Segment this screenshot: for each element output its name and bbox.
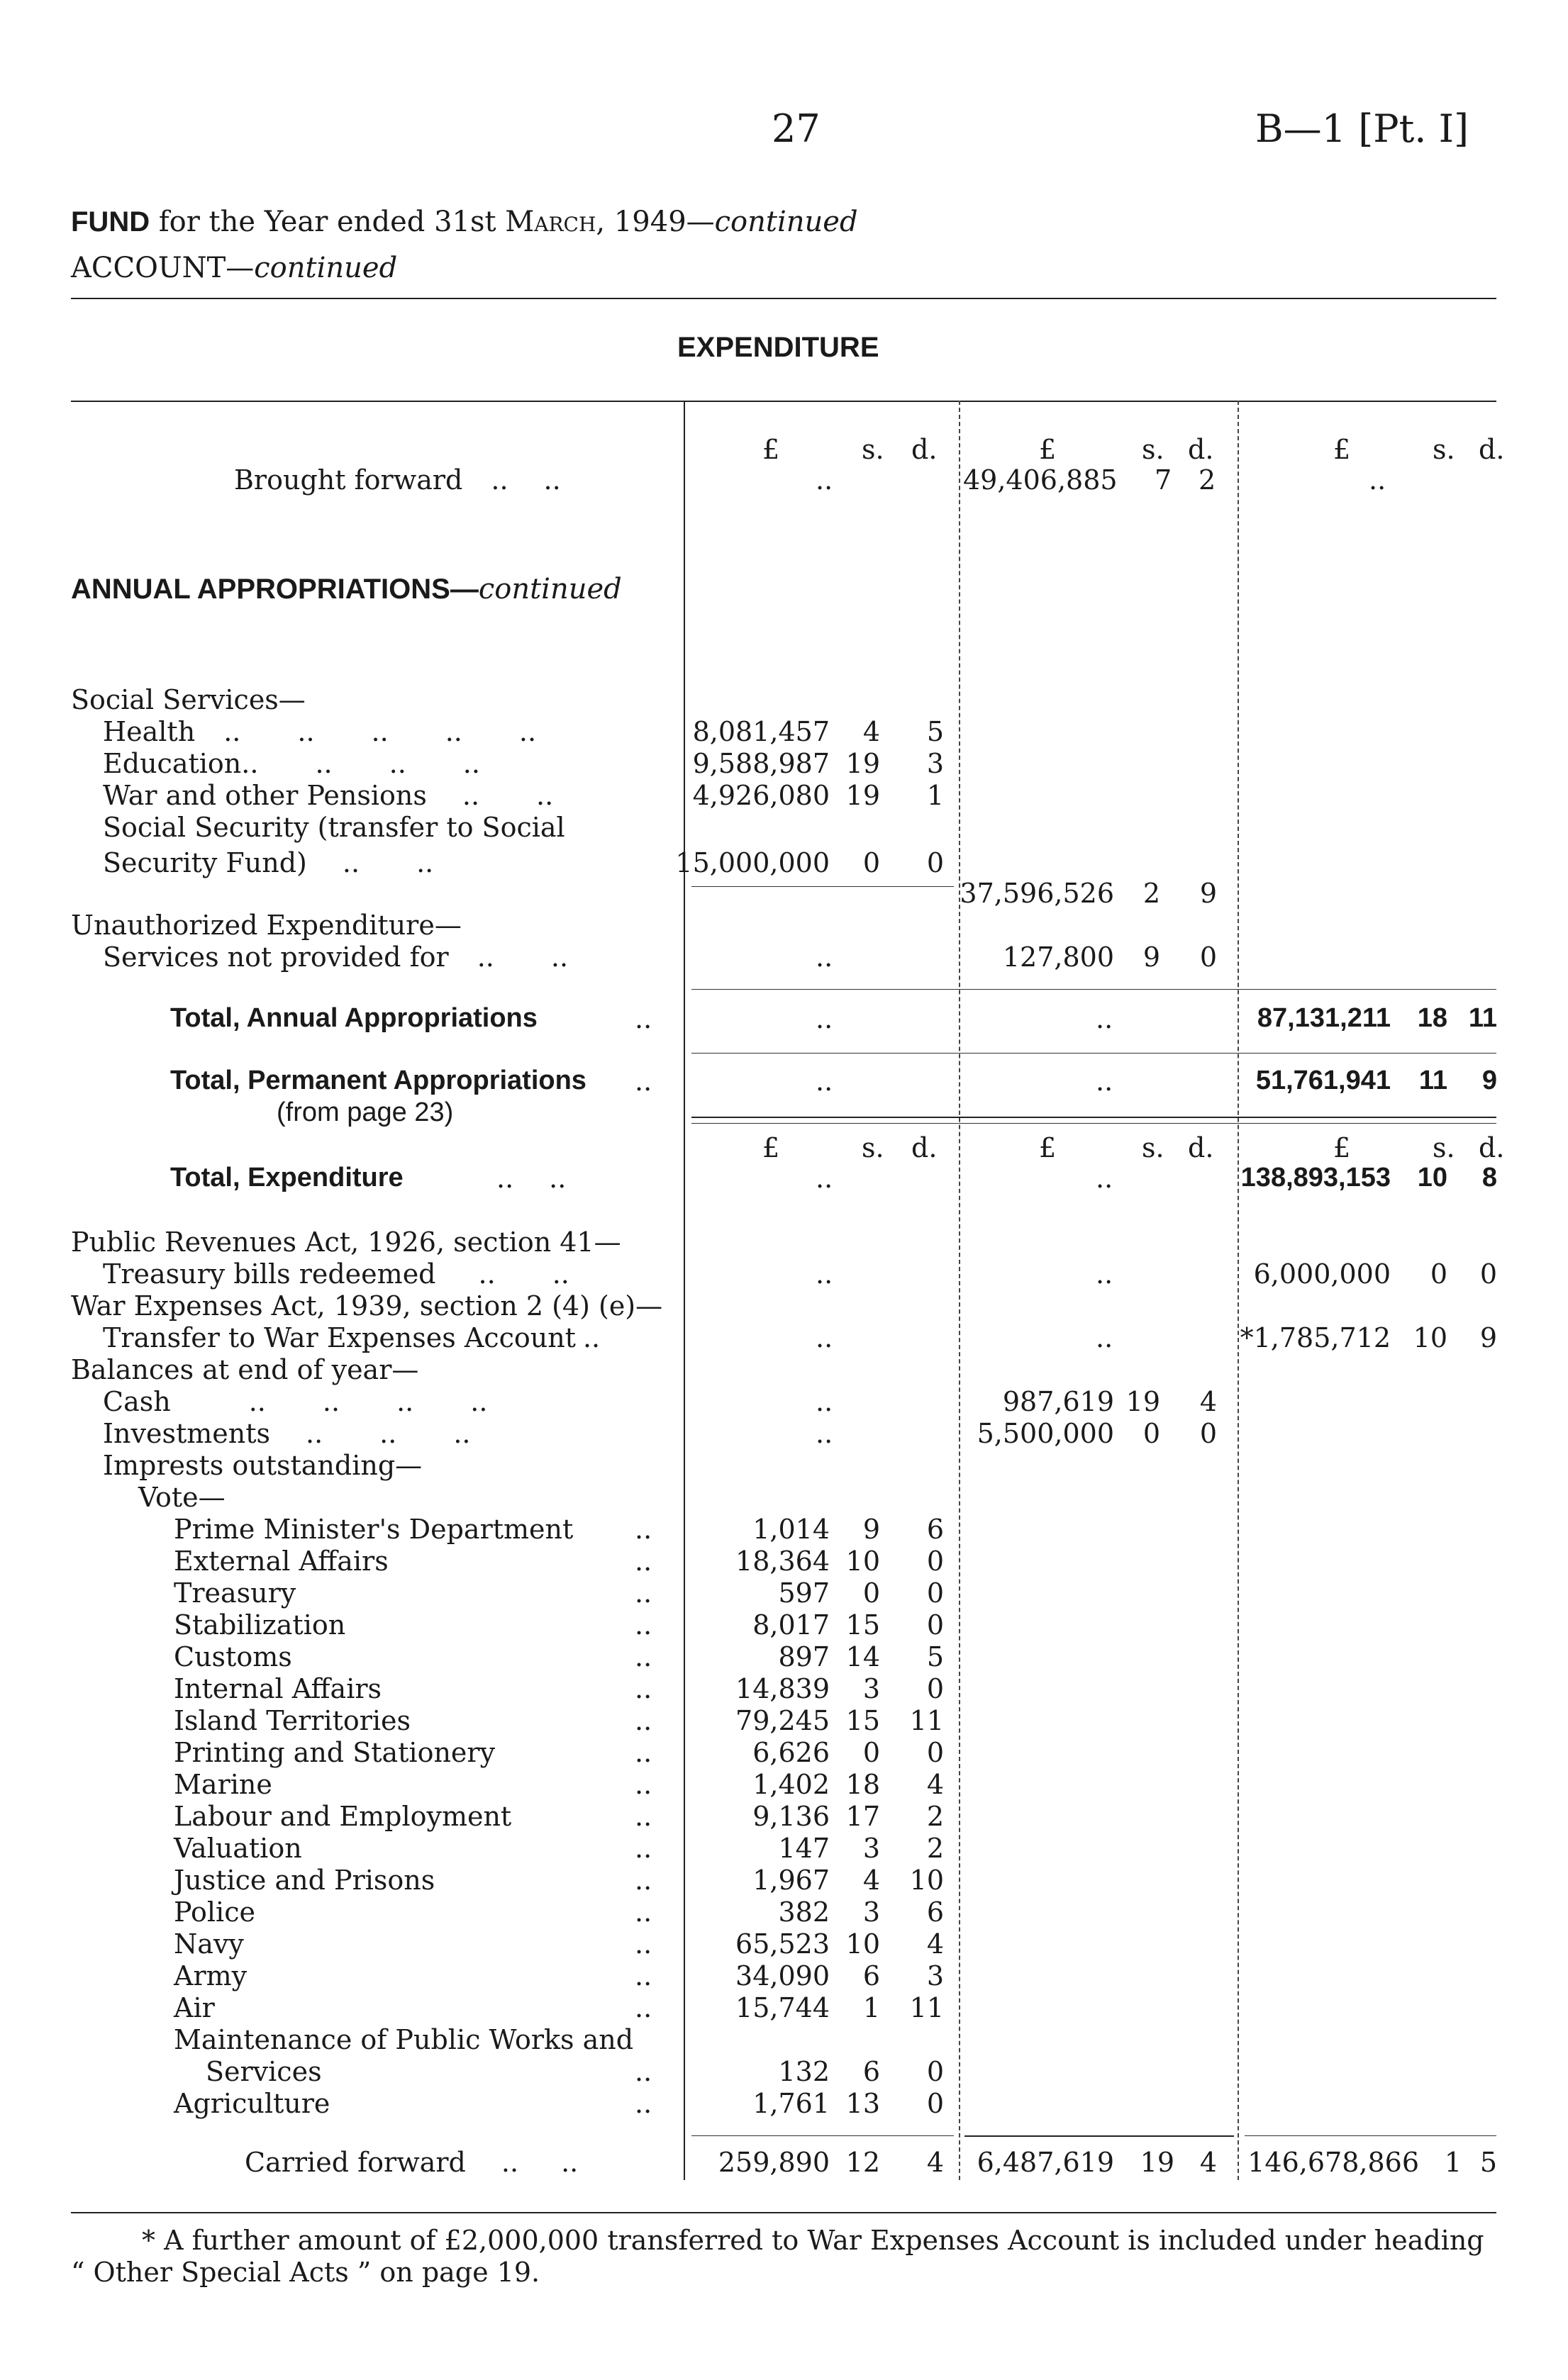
title-account: ACCOUNT— [71, 252, 255, 284]
total-annual-pounds: 87,131,211 [1257, 1003, 1391, 1033]
social-security-label-1: Social Security (transfer to Social [103, 812, 565, 843]
vote-shillings: 6 [862, 2056, 880, 2087]
brought-forward-col3: .. [1369, 464, 1386, 496]
social-services-heading: Social Services— [71, 684, 306, 715]
vote-label: Agriculture [174, 2088, 330, 2119]
col1-shilling-head: s. [862, 434, 884, 465]
cash-col1: .. [816, 1386, 833, 1417]
vote-leader: .. [635, 2056, 652, 2087]
vote-pounds: 897 [778, 1641, 830, 1672]
war-expenses-col2: .. [1096, 1322, 1113, 1353]
health-label: Health .. .. .. .. .. [103, 716, 537, 747]
unauthorized-shillings: 9 [1142, 942, 1160, 973]
title-line-1: FUND for the Year ended 31st March, 1949—continued [71, 206, 858, 238]
carried-forward-c1-pounds: 259,890 [718, 2147, 830, 2178]
vote-pounds: 6,626 [752, 1737, 830, 1768]
vote-shillings: 15 [845, 1609, 880, 1641]
vote-label: Internal Affairs [174, 1673, 382, 1704]
total-permanent-pounds: 51,761,941 [1255, 1066, 1391, 1095]
total-permanent-col2: .. [1096, 1066, 1113, 1097]
social-services-total-shillings: 2 [1142, 878, 1160, 909]
vote-shillings: 10 [845, 1546, 880, 1577]
vote-shillings: 15 [845, 1705, 880, 1736]
war-pensions-label: War and other Pensions .. .. [103, 780, 554, 811]
total-permanent-pence: 9 [1481, 1066, 1497, 1095]
section-heading: EXPENDITURE [677, 332, 879, 363]
vote-label: Treasury [174, 1577, 296, 1609]
unauthorized-label: Services not provided for .. .. [103, 942, 569, 973]
total-expenditure-col2: .. [1096, 1163, 1113, 1194]
vote-pence: 6 [926, 1896, 944, 1928]
vote-pounds: 18,364 [735, 1546, 830, 1577]
cash-label: Cash .. .. .. .. [103, 1386, 488, 1417]
col2-pence-head: d. [1188, 434, 1214, 465]
vote-label: Marine [174, 1769, 272, 1800]
vote-pounds: 8,017 [752, 1609, 830, 1641]
total-annual-leader: .. [635, 1003, 652, 1034]
total-expenditure-col1: .. [816, 1163, 833, 1194]
treasury-bills-col2: .. [1096, 1258, 1113, 1290]
vote-pounds: 132 [778, 2056, 830, 2087]
vote-shillings: 3 [862, 1896, 880, 1928]
vote-pence: 11 [909, 1992, 944, 2023]
vote-label: Maintenance of Public Works and [174, 2024, 634, 2055]
vote-shillings: 13 [845, 2088, 880, 2119]
table-top-rule [71, 401, 1496, 402]
col2-pence-head-2: d. [1188, 1132, 1214, 1163]
annual-total-top-rule [691, 989, 1496, 990]
treasury-bills-pence: 0 [1479, 1258, 1497, 1290]
vote-leader: .. [635, 1833, 652, 1864]
carried-forward-rule-1 [691, 2135, 954, 2136]
col1-pence-head: d. [911, 434, 938, 465]
title-rule [71, 298, 1496, 299]
brought-forward-pounds: 49,406,885 [963, 464, 1118, 496]
col1-pence-head-2: d. [911, 1132, 938, 1163]
investments-label: Investments .. .. .. [103, 1418, 471, 1449]
carried-forward-label: Carried forward .. .. [245, 2147, 579, 2178]
education-pounds: 9,588,987 [692, 748, 830, 779]
war-expenses-heading: War Expenses Act, 1939, section 2 (4) (e)— [71, 1290, 663, 1322]
vote-shillings: 3 [862, 1673, 880, 1704]
total-permanent-shillings: 11 [1418, 1066, 1447, 1095]
vote-leader: .. [635, 1705, 652, 1736]
vote-pence: 0 [926, 1673, 944, 1704]
title-year-text: for the Year ended 31st [158, 206, 496, 238]
column-divider-2 [959, 401, 960, 2180]
vote-shillings: 0 [862, 1577, 880, 1609]
carried-forward-rule-2 [964, 2135, 1234, 2137]
col2-shilling-head-2: s. [1142, 1132, 1164, 1163]
investments-pounds: 5,500,000 [977, 1418, 1114, 1449]
vote-shillings: 4 [862, 1865, 880, 1896]
vote-pence: 4 [926, 1928, 944, 1960]
column-divider-1 [684, 401, 685, 2180]
social-security-pence: 0 [926, 847, 944, 878]
col1-pound-sign-2: £ [762, 1132, 780, 1163]
vote-leader: .. [635, 1928, 652, 1960]
vote-label: Air [174, 1992, 215, 2023]
health-shillings: 4 [862, 716, 880, 747]
cash-pounds: 987,619 [1002, 1386, 1114, 1417]
vote-pounds: 1,967 [752, 1865, 830, 1896]
vote-label: Police [174, 1896, 255, 1928]
vote-shillings: 6 [862, 1960, 880, 1991]
vote-pence: 5 [926, 1641, 944, 1672]
total-permanent-col1: .. [816, 1066, 833, 1097]
carried-forward-rule-3 [1245, 2135, 1496, 2136]
war-pensions-shillings: 19 [845, 780, 880, 811]
vote-pence: 3 [926, 1960, 944, 1991]
total-annual-shillings: 18 [1417, 1003, 1447, 1033]
cash-pence: 4 [1199, 1386, 1217, 1417]
vote-pounds: 65,523 [735, 1928, 830, 1960]
col3-pence-head: d. [1479, 434, 1505, 465]
social-services-total-pence: 9 [1199, 878, 1217, 909]
col3-pence-head-2: d. [1479, 1132, 1505, 1163]
social-security-shillings: 0 [862, 847, 880, 878]
investments-pence: 0 [1199, 1418, 1217, 1449]
annual-appropriations-heading: ANNUAL APPROPRIATIONS—continued [71, 573, 622, 605]
total-expenditure-pence: 8 [1481, 1163, 1497, 1192]
total-annual-col2: .. [1096, 1003, 1113, 1034]
unauthorized-pence: 0 [1199, 942, 1217, 973]
footnote-line-1: * A further amount of £2,000,000 transferred to War Expenses Account is included under heading [142, 2225, 1484, 2256]
vote-leader: .. [635, 1609, 652, 1641]
carried-forward-c1-pence: 4 [926, 2147, 944, 2178]
vote-leader: .. [635, 1514, 652, 1545]
carried-forward-c1-shillings: 12 [845, 2147, 880, 2178]
treasury-bills-label: Treasury bills redeemed .. .. [103, 1258, 569, 1290]
social-security-pounds: 15,000,000 [675, 847, 830, 878]
vote-leader: .. [635, 1992, 652, 2023]
investments-col1: .. [816, 1418, 833, 1449]
vote-pence: 0 [926, 1609, 944, 1641]
vote-pence: 4 [926, 1769, 944, 1800]
total-annual-label: Total, Annual Appropriations [170, 1003, 538, 1033]
war-expenses-pounds: *1,785,712 [1240, 1322, 1391, 1353]
education-pence: 3 [926, 748, 944, 779]
page-number: 27 [772, 106, 821, 151]
carried-forward-c2-pounds: 6,487,619 [977, 2147, 1114, 2178]
vote-label: Labour and Employment [174, 1801, 512, 1832]
col1-pound-sign: £ [762, 434, 780, 465]
vote-pounds: 1,014 [752, 1514, 830, 1545]
unauthorized-heading: Unauthorized Expenditure— [71, 910, 462, 941]
brought-forward-label: Brought forward .. .. [234, 464, 561, 496]
carried-forward-c2-shillings: 19 [1140, 2147, 1174, 2178]
vote-leader: .. [635, 1673, 652, 1704]
carried-forward-c3-pence: 5 [1479, 2147, 1497, 2178]
title-continued: continued [714, 206, 858, 238]
footnote-rule [71, 2212, 1496, 2213]
education-label: Education.. .. .. .. [103, 748, 480, 779]
vote-leader: .. [635, 1577, 652, 1609]
war-expenses-shillings: 10 [1413, 1322, 1447, 1353]
expenditure-total-rule-1 [691, 1117, 1496, 1118]
vote-pence: 10 [909, 1865, 944, 1896]
col2-shilling-head: s. [1142, 434, 1164, 465]
vote-pence: 11 [909, 1705, 944, 1736]
vote-label: Justice and Prisons [174, 1865, 435, 1896]
vote-label: Prime Minister's Department [174, 1514, 574, 1545]
total-permanent-leader: .. [635, 1066, 652, 1097]
vote-pence: 2 [926, 1801, 944, 1832]
col3-shilling-head: s. [1433, 434, 1455, 465]
social-services-subtotal-rule [691, 886, 954, 887]
vote-leader: .. [635, 2088, 652, 2119]
vote-leader: .. [635, 1896, 652, 1928]
vote-shillings: 0 [862, 1737, 880, 1768]
title-month: March [505, 206, 596, 238]
brought-forward-col1: .. [816, 464, 833, 496]
vote-shillings: 1 [862, 1992, 880, 2023]
vote-label: Printing and Stationery [174, 1737, 496, 1768]
war-pensions-pounds: 4,926,080 [692, 780, 830, 811]
vote-pounds: 1,761 [752, 2088, 830, 2119]
total-expenditure-leader: .. .. [496, 1163, 567, 1194]
imprests-heading: Imprests outstanding— [103, 1450, 423, 1481]
vote-label: Island Territories [174, 1705, 411, 1736]
unauthorized-col1: .. [816, 942, 833, 973]
total-expenditure-pounds: 138,893,153 [1240, 1163, 1391, 1192]
treasury-bills-pounds: 6,000,000 [1253, 1258, 1391, 1290]
vote-label: Stabilization [174, 1609, 346, 1641]
col3-shilling-head-2: s. [1433, 1132, 1455, 1163]
vote-leader: .. [635, 1769, 652, 1800]
vote-label: Customs [174, 1641, 292, 1672]
vote-shillings: 17 [845, 1801, 880, 1832]
vote-label: Services [206, 2056, 322, 2087]
carried-forward-c2-pence: 4 [1199, 2147, 1217, 2178]
vote-pence: 0 [926, 1546, 944, 1577]
unauthorized-pounds: 127,800 [1002, 942, 1114, 973]
war-expenses-pence: 9 [1479, 1322, 1497, 1353]
footnote-line-2: “ Other Special Acts ” on page 19. [71, 2257, 540, 2288]
col1-shilling-head-2: s. [862, 1132, 884, 1163]
vote-pounds: 15,744 [735, 1992, 830, 2023]
vote-label: Valuation [174, 1833, 302, 1864]
vote-leader: .. [635, 1641, 652, 1672]
vote-shillings: 9 [862, 1514, 880, 1545]
social-services-total-pounds: 37,596,526 [960, 878, 1114, 909]
vote-shillings: 10 [845, 1928, 880, 1960]
treasury-bills-shillings: 0 [1430, 1258, 1447, 1290]
col3-pound-sign-2: £ [1333, 1132, 1351, 1163]
vote-pence: 6 [926, 1514, 944, 1545]
total-permanent-label: Total, Permanent Appropriations [170, 1066, 586, 1095]
vote-pence: 2 [926, 1833, 944, 1864]
vote-pence: 0 [926, 2088, 944, 2119]
vote-leader: .. [635, 1960, 652, 1991]
col2-pound-sign: £ [1039, 434, 1057, 465]
vote-pounds: 382 [778, 1896, 830, 1928]
vote-pence: 0 [926, 2056, 944, 2087]
vote-leader: .. [635, 1737, 652, 1768]
col3-pound-sign: £ [1333, 434, 1351, 465]
expenditure-total-rule-2 [691, 1123, 1496, 1124]
total-expenditure-shillings: 10 [1417, 1163, 1447, 1192]
vote-heading: Vote— [138, 1482, 226, 1513]
title-fund: FUND [71, 206, 150, 238]
total-permanent-subtitle: (from page 23) [277, 1097, 454, 1127]
vote-pounds: 9,136 [752, 1801, 830, 1832]
vote-shillings: 18 [845, 1769, 880, 1800]
vote-pounds: 14,839 [735, 1673, 830, 1704]
education-shillings: 19 [845, 748, 880, 779]
total-annual-pence: 11 [1468, 1003, 1497, 1033]
total-annual-col1: .. [816, 1003, 833, 1034]
vote-pence: 0 [926, 1577, 944, 1609]
vote-leader: .. [635, 1865, 652, 1896]
permanent-total-top-rule [691, 1053, 1496, 1054]
total-expenditure-label: Total, Expenditure [170, 1163, 404, 1192]
column-divider-3 [1238, 401, 1239, 2180]
vote-pounds: 34,090 [735, 1960, 830, 1991]
carried-forward-c3-pounds: 146,678,866 [1247, 2147, 1419, 2178]
treasury-bills-col1: .. [816, 1258, 833, 1290]
public-revenues-heading: Public Revenues Act, 1926, section 41— [71, 1227, 621, 1258]
title-line-2 [71, 252, 397, 284]
brought-forward-shillings: 7 [1155, 464, 1172, 496]
vote-pounds: 147 [778, 1833, 830, 1864]
vote-label: Army [174, 1960, 248, 1991]
vote-shillings: 14 [845, 1641, 880, 1672]
vote-label: External Affairs [174, 1546, 389, 1577]
war-expenses-label: Transfer to War Expenses Account .. [103, 1322, 601, 1353]
vote-shillings: 3 [862, 1833, 880, 1864]
investments-shillings: 0 [1142, 1418, 1160, 1449]
cash-shillings: 19 [1125, 1386, 1160, 1417]
health-pence: 5 [926, 716, 944, 747]
carried-forward-c3-shillings: 1 [1444, 2147, 1462, 2178]
vote-pounds: 79,245 [735, 1705, 830, 1736]
title-account-continued: continued [254, 252, 398, 284]
social-security-label-2: Security Fund) .. .. [103, 847, 434, 878]
vote-leader: .. [635, 1801, 652, 1832]
war-expenses-col1: .. [816, 1322, 833, 1353]
vote-pounds: 1,402 [752, 1769, 830, 1800]
vote-label: Navy [174, 1928, 244, 1960]
title-year: 1949— [613, 206, 715, 238]
vote-pence: 0 [926, 1737, 944, 1768]
document-reference: B—1 [Pt. I] [1255, 106, 1469, 151]
vote-leader: .. [635, 1546, 652, 1577]
brought-forward-pence: 2 [1199, 464, 1216, 496]
col2-pound-sign-2: £ [1039, 1132, 1057, 1163]
health-pounds: 8,081,457 [692, 716, 830, 747]
vote-pounds: 597 [778, 1577, 830, 1609]
war-pensions-pence: 1 [926, 780, 944, 811]
balances-heading: Balances at end of year— [71, 1354, 419, 1385]
